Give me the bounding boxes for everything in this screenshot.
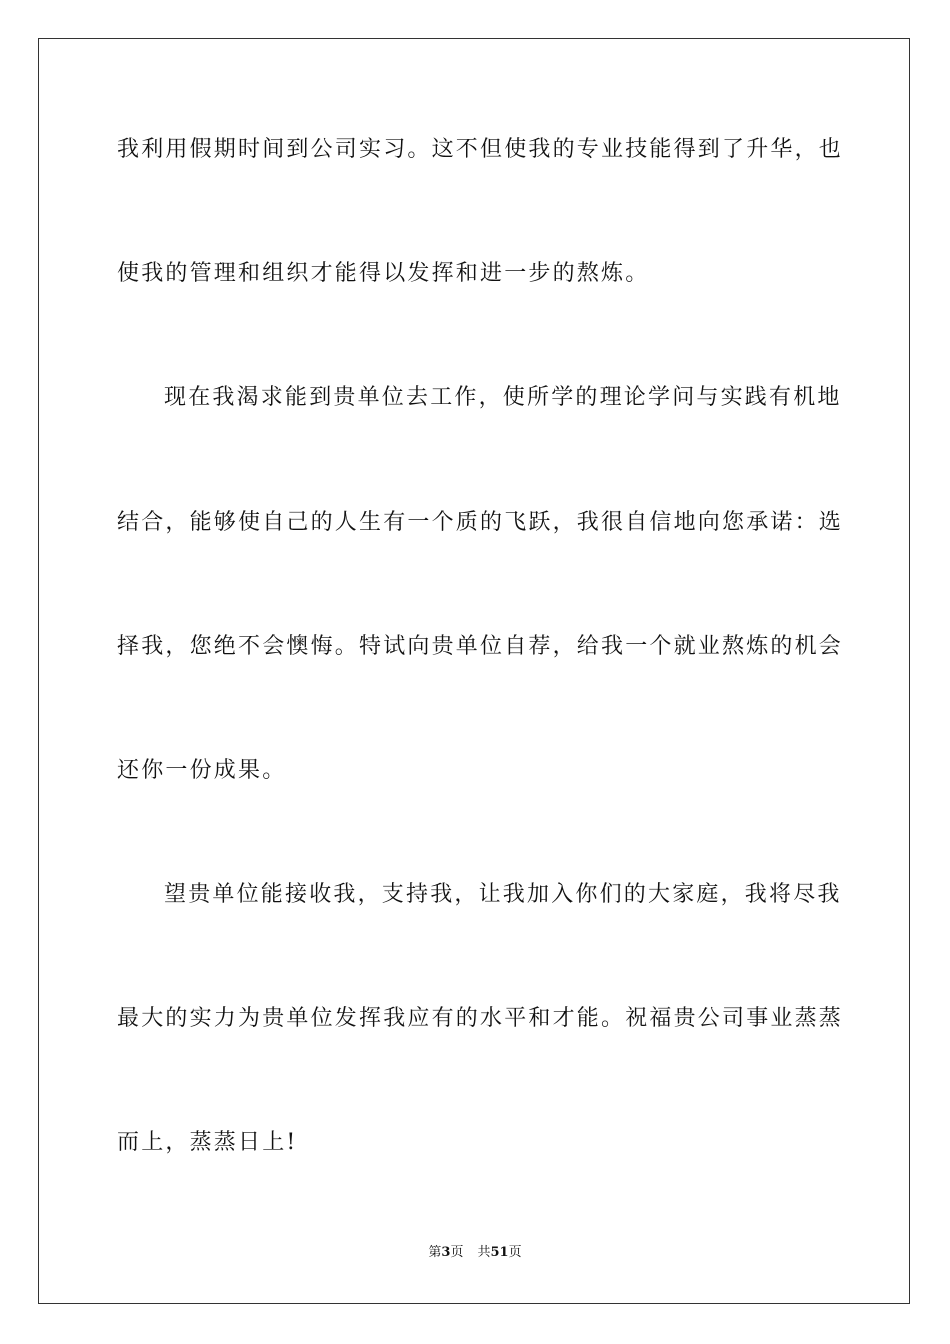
text-line-9: 而上，蒸蒸日上!: [117, 1130, 298, 1155]
footer-total-prefix: 共: [477, 1245, 491, 1260]
text-line-3: 现在我渴求能到贵单位去工作，使所学的理论学问与实践有机地: [164, 385, 842, 410]
text-line-6: 还你一份成果。: [117, 758, 287, 783]
page-footer: [0, 1244, 950, 1262]
text-line-5: 择我，您绝不会懊悔。特试向贵单位自荐，给我一个就业熬炼的机会: [117, 634, 844, 659]
footer-page-prefix: 第: [428, 1245, 442, 1260]
page-border: [38, 38, 910, 1304]
text-line-8: 最大的实力为贵单位发挥我应有的水平和才能。祝福贵公司事业蒸蒸: [117, 1006, 844, 1031]
text-line-4: 结合，能够使自己的人生有一个质的飞跃，我很自信地向您承诺：选: [117, 510, 844, 535]
footer-total-pages: 51: [490, 1245, 509, 1260]
footer-total-suffix: 页: [508, 1245, 522, 1260]
text-line-7: 望贵单位能接收我，支持我，让我加入你们的大家庭，我将尽我: [164, 882, 842, 907]
footer-page-suffix: 页: [450, 1245, 464, 1260]
footer-page-number: 3: [441, 1245, 451, 1260]
text-line-2: 使我的管理和组织才能得以发挥和进一步的熬炼。: [117, 261, 650, 286]
text-line-1: 我利用假期时间到公司实习。这不但使我的专业技能得到了升华，也: [117, 137, 844, 162]
